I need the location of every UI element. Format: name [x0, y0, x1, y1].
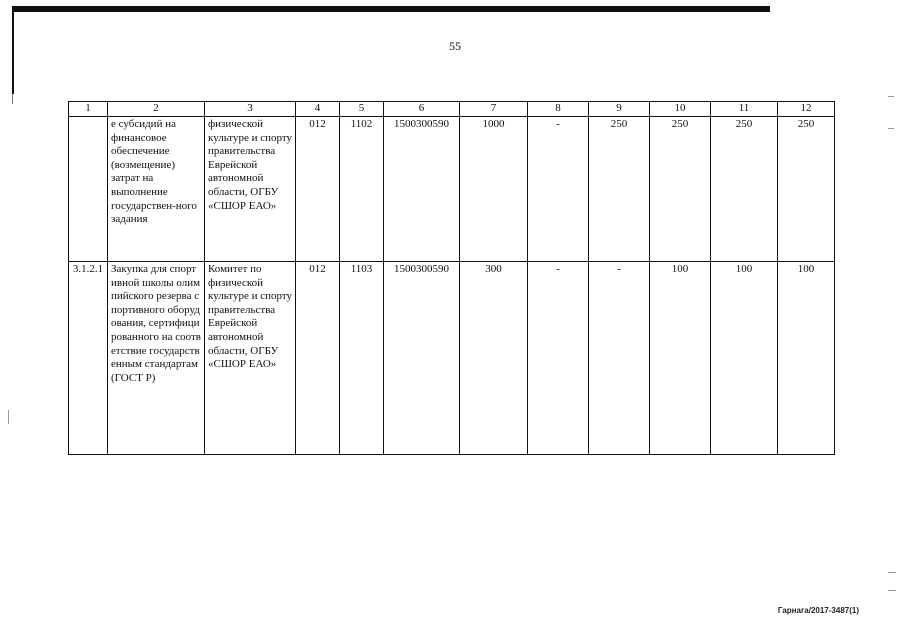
scan-edge-left-tail — [12, 94, 13, 104]
cell-code-6: 1500300590 — [384, 117, 460, 262]
scan-mark — [888, 572, 896, 573]
cell-value-7: 1000 — [460, 117, 528, 262]
col-header-2: 2 — [108, 102, 205, 117]
col-header-1: 1 — [69, 102, 108, 117]
cell-value-9: - — [589, 262, 650, 455]
col-header-6: 6 — [384, 102, 460, 117]
cell-value-8: - — [528, 262, 589, 455]
footer-stamp: Гарнага/2017-3487(1) — [777, 606, 859, 615]
col-header-4: 4 — [296, 102, 340, 117]
col-header-11: 11 — [711, 102, 778, 117]
cell-value-11: 100 — [711, 262, 778, 455]
cell-value-9: 250 — [589, 117, 650, 262]
cell-value-10: 250 — [650, 117, 711, 262]
cell-code-4: 012 — [296, 262, 340, 455]
scan-mark — [8, 410, 9, 424]
scan-edge-left — [12, 6, 14, 94]
cell-code-5: 1102 — [340, 117, 384, 262]
cell-value-10: 100 — [650, 262, 711, 455]
page-number: 55 — [449, 39, 461, 53]
col-header-5: 5 — [340, 102, 384, 117]
cell-activity: е субсидий на финансовое обеспечение (возмещение) затрат на выполнение государствен-ного задания — [108, 117, 205, 262]
cell-value-7: 300 — [460, 262, 528, 455]
cell-activity: Закупка для спортивной школы олимпийского резерва спортивного оборудования, сертифицированного на соответствие государственным стандартам (ГОСТ Р) — [108, 262, 205, 455]
scan-mark — [888, 590, 896, 591]
table-row — [69, 117, 835, 262]
cell-value-11: 250 — [711, 117, 778, 262]
cell-code-5: 1103 — [340, 262, 384, 455]
cell-executor: Комитет по физической культуре и спорту правительства Еврейской автономной области, ОГБУ «СШОР ЕАО» — [205, 262, 296, 455]
scan-mark — [888, 128, 894, 129]
cell-code-6: 1500300590 — [384, 262, 460, 455]
cell-number — [69, 117, 108, 262]
header-row — [69, 102, 835, 117]
cell-value-12: 250 — [778, 117, 835, 262]
cell-executor: физической культуре и спорту правительства Еврейской автономной области, ОГБУ «СШОР ЕАО» — [205, 117, 296, 262]
table-row — [69, 262, 835, 455]
scan-mark — [888, 96, 894, 97]
cell-value-12: 100 — [778, 262, 835, 455]
cell-code-4: 012 — [296, 117, 340, 262]
col-header-7: 7 — [460, 102, 528, 117]
cell-value-8: - — [528, 117, 589, 262]
cell-number: 3.1.2.1 — [69, 262, 108, 455]
col-header-10: 10 — [650, 102, 711, 117]
budget-table — [68, 101, 835, 455]
col-header-3: 3 — [205, 102, 296, 117]
scan-edge-top — [12, 6, 770, 12]
col-header-8: 8 — [528, 102, 589, 117]
col-header-12: 12 — [778, 102, 835, 117]
col-header-9: 9 — [589, 102, 650, 117]
